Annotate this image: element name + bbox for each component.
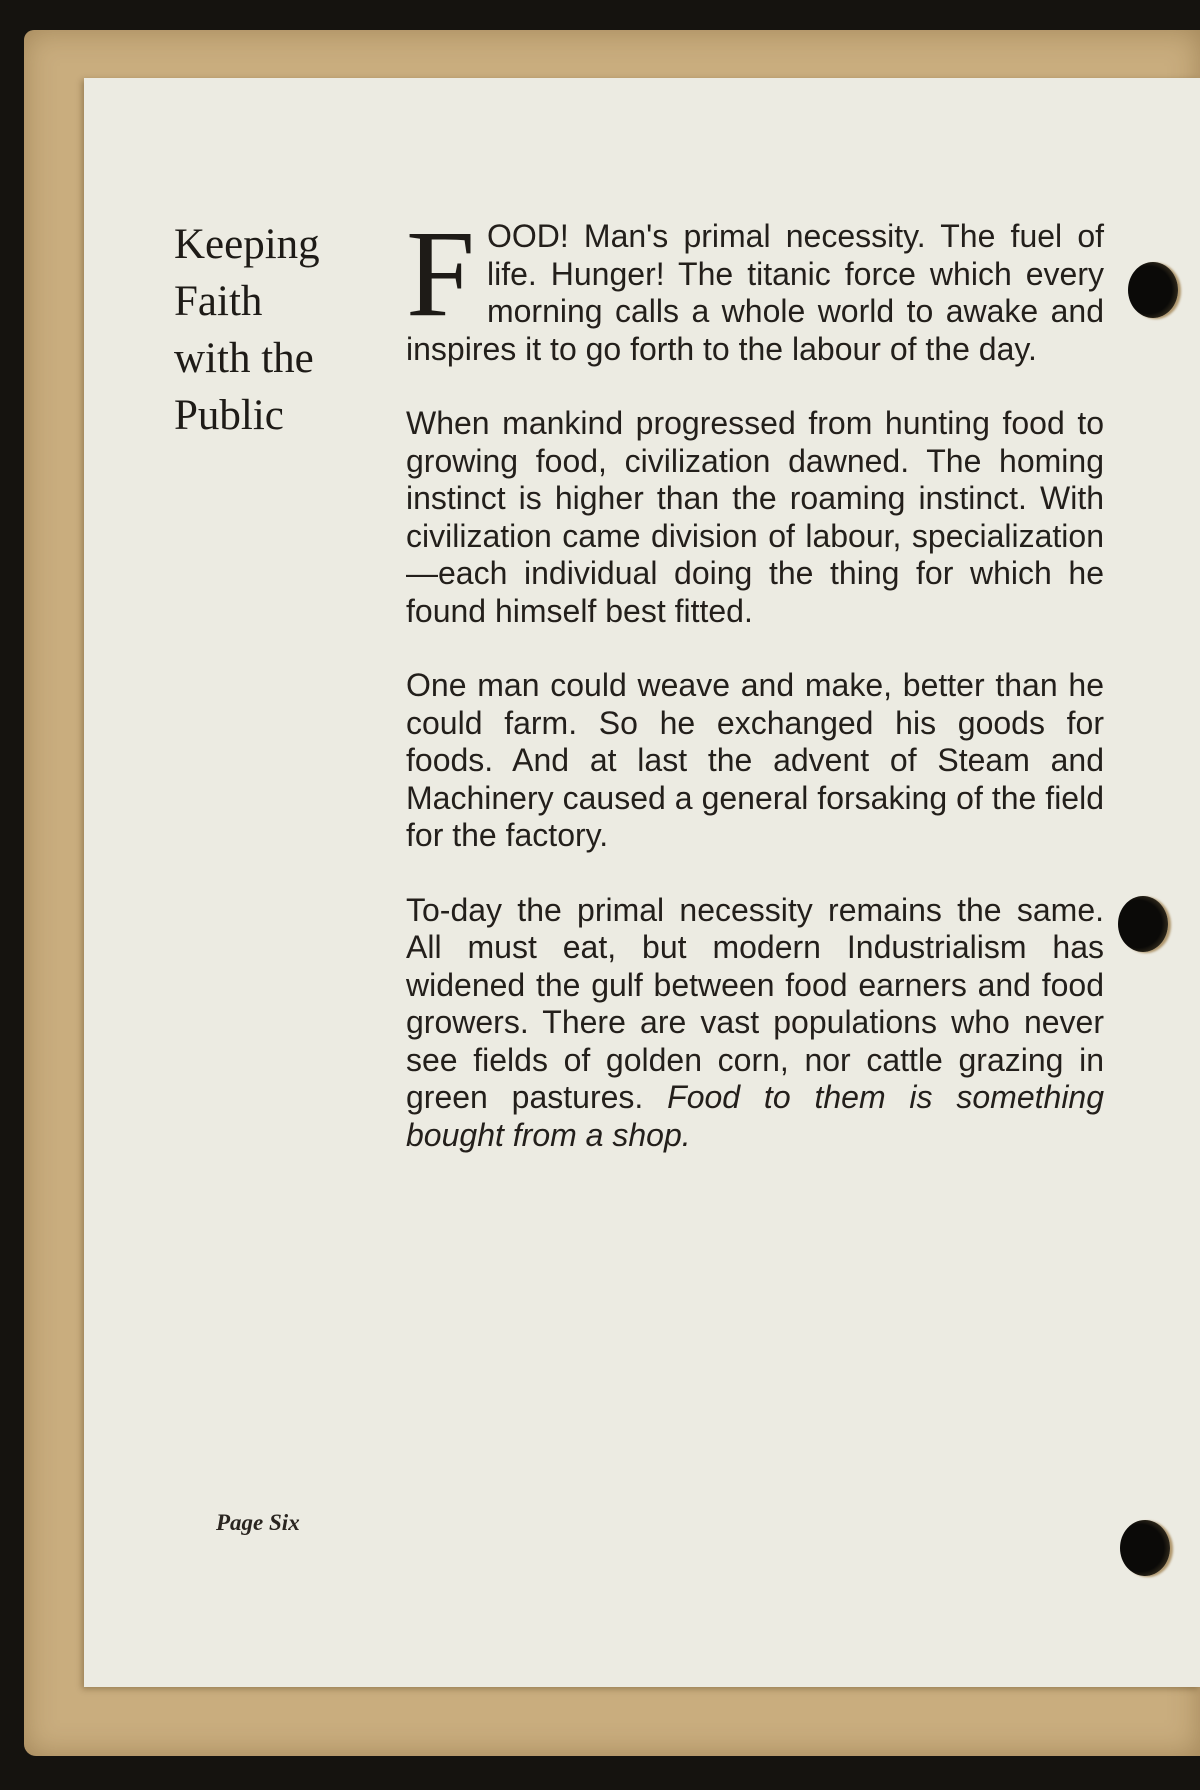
- sidebar-title-line-1: Keeping: [174, 221, 320, 268]
- paragraph-4-italic-text: Food to them is something bought from a shop.: [406, 1079, 1105, 1153]
- paragraph-1: [406, 205, 1104, 368]
- article-body: [406, 205, 1105, 1191]
- page-number: Page Six: [216, 1510, 300, 1535]
- drop-cap: F: [406, 205, 475, 342]
- paragraph-2: When mankind progressed from hunting food to growing food, civilization dawned. The homing instinct is higher than the roaming instinct. With civilization came division of labour, specialization—each individual doing the thing for which he found himself best fitted.: [406, 405, 1104, 629]
- paragraph-4: [406, 892, 1104, 1155]
- paragraph-1-text: OOD! Man's primal necessity. The fuel of life. Hunger! The titanic force which every morning calls a whole world to awake and inspires it to go forth to the labour of the day.: [406, 218, 1104, 367]
- paragraph-3: One man could weave and make, better than he could farm. So he exchanged his goods for foods. And at last the advent of Steam and Machinery caused a general forsaking of the field for the factory.: [406, 667, 1104, 853]
- paragraph-4-text: To-day the primal necessity remains the same. All must eat, but modern Industrialism has widened the gulf between food earners and food growers. There are vast populations who never see fields of golden corn, nor cattle grazing in green pastures.: [406, 891, 1104, 1115]
- punch-hole-bottom: [1120, 1520, 1170, 1576]
- sidebar-title-line-2: Faith: [174, 278, 263, 325]
- punch-hole-top: [1128, 262, 1178, 318]
- booklet-page: [84, 78, 1200, 1687]
- sidebar-title-line-4: Public: [174, 392, 284, 439]
- sidebar-title: [174, 216, 364, 444]
- sidebar-title-line-3: with the: [174, 335, 314, 382]
- punch-hole-middle: [1118, 896, 1168, 952]
